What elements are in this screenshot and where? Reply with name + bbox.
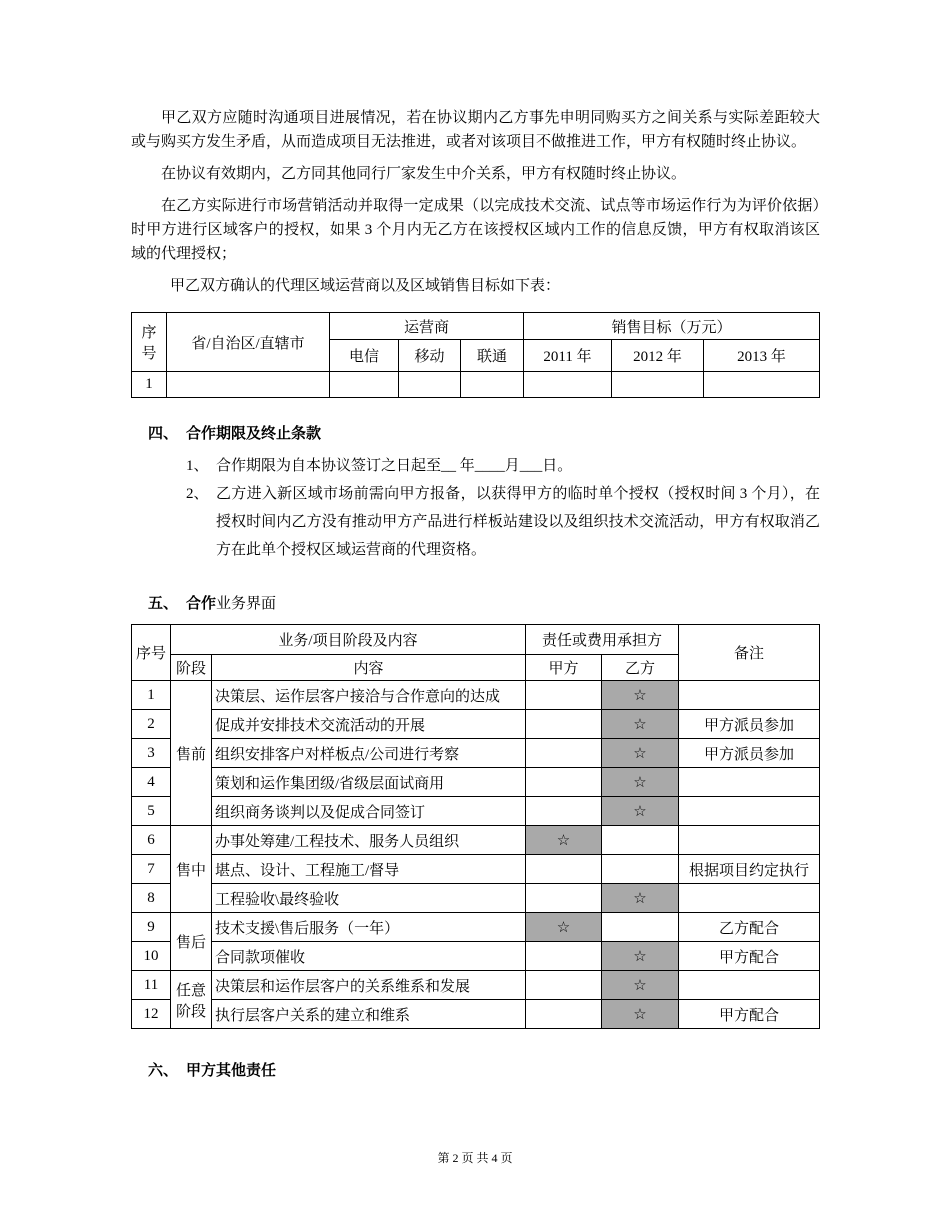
cell-remark: 甲方派员参加: [679, 710, 820, 739]
cell-party-b: ☆: [602, 884, 679, 913]
cell-index: 2: [132, 710, 171, 739]
cell-remark: [679, 797, 820, 826]
cell-party-a: [526, 768, 602, 797]
cell-index: 12: [132, 1000, 171, 1029]
paragraph-intermediary-clause: 在协议有效期内，乙方同其他同行厂家发生中介关系，甲方有权随时终止协议。: [161, 166, 687, 182]
list-item-1: [131, 452, 820, 480]
cell-remark: 甲方配合: [679, 1000, 820, 1029]
region-operator-table: [131, 312, 820, 398]
list-item-text: 乙方进入新区域市场前需向甲方报备，以获得甲方的临时单个授权（授权时间 3 个月），在授权时间内乙方没有推动甲方产品进行样板站建设以及组织技术交流活动，甲方有权取消乙方在此单个授权区域运营商的代理资格。: [216, 486, 820, 558]
table-row: [132, 855, 820, 884]
cell-index: 3: [132, 739, 171, 768]
cell-index: 5: [132, 797, 171, 826]
table-row: [132, 710, 820, 739]
cell-content: 决策层、运作层客户接洽与合作意向的达成: [212, 681, 526, 710]
cell-remark: [679, 768, 820, 797]
cell-region: [167, 372, 330, 398]
list-item-number: 2、: [186, 486, 209, 502]
section-4-title: [131, 422, 820, 446]
cell-index: 1: [132, 681, 171, 710]
cell-content: 策划和运作集团级/省级层面试商用: [212, 768, 526, 797]
page-footer: 第 2 页 共 4 页: [437, 1151, 513, 1165]
header-index: 序号: [132, 313, 167, 372]
header-year-2012: 2012 年: [612, 340, 704, 372]
cell-remark: 乙方配合: [679, 913, 820, 942]
header-stage-content: 业务/项目阶段及内容: [171, 625, 526, 655]
cell-index: 6: [132, 826, 171, 855]
cell-content: 促成并安排技术交流活动的开展: [212, 710, 526, 739]
header-sales-target: 销售目标（万元）: [524, 313, 820, 340]
cell-2011: [524, 372, 612, 398]
table-row: [132, 826, 820, 855]
table-row: [132, 681, 820, 710]
section-6-number: 六、: [148, 1063, 179, 1079]
list-item-number: 1、: [186, 458, 209, 474]
cell-stage-midsale: 售中: [171, 826, 212, 913]
section-6-title-text: 甲方其他责任: [186, 1063, 277, 1079]
cell-party-a: [526, 971, 602, 1000]
cell-content: 决策层和运作层客户的关系维系和发展: [212, 971, 526, 1000]
header-unicom: 联通: [461, 340, 524, 372]
cell-party-b: ☆: [602, 710, 679, 739]
cell-stage-presale: 售前: [171, 681, 212, 826]
cell-party-a: [526, 681, 602, 710]
table-row: [132, 942, 820, 971]
cell-party-a: [526, 710, 602, 739]
paragraph-table-intro: 甲乙双方确认的代理区域运营商以及区域销售目标如下表：: [170, 278, 561, 294]
cell-party-b: ☆: [602, 681, 679, 710]
cell-index: 9: [132, 913, 171, 942]
business-interface-table: [131, 624, 820, 1029]
cell-index: 8: [132, 884, 171, 913]
section-6-title: [131, 1059, 820, 1083]
paragraph-authorization-clause: 在乙方实际进行市场营销活动并取得一定成果（以完成技术交流、试点等市场运作行为为评价依据）时甲方进行区域客户的授权，如果 3 个月内无乙方在该授权区域内工作的信息反馈，甲方有权取消该区域的代理授权；: [131, 198, 820, 262]
section-4-number: 四、: [148, 426, 179, 442]
cell-remark: [679, 826, 820, 855]
header-telecom: 电信: [330, 340, 399, 372]
cell-party-a: ☆: [526, 826, 602, 855]
cell-index: 4: [132, 768, 171, 797]
header-mobile: 移动: [399, 340, 461, 372]
section-5-title-rest: 业务界面: [216, 596, 277, 612]
list-item-text: 合作期限为自本协议签订之日起至__ 年____月___日。: [216, 458, 573, 474]
cell-unicom: [461, 372, 524, 398]
table-row: [132, 768, 820, 797]
header-region: 省/自治区/直辖市: [167, 313, 330, 372]
cell-remark: [679, 971, 820, 1000]
cell-remark: 甲方派员参加: [679, 739, 820, 768]
header-stage: 阶段: [171, 655, 212, 681]
cell-party-b: [602, 826, 679, 855]
table-row: [132, 797, 820, 826]
cell-index: 7: [132, 855, 171, 884]
cell-index: 1: [132, 372, 167, 398]
cell-telecom: [330, 372, 399, 398]
cell-remark: 甲方配合: [679, 942, 820, 971]
header-remark: 备注: [679, 625, 820, 681]
table-header-row: [132, 625, 820, 655]
table-row: [132, 1000, 820, 1029]
cell-party-b: ☆: [602, 768, 679, 797]
section-5-title-bold: 合作: [186, 596, 217, 612]
cell-party-b: ☆: [602, 1000, 679, 1029]
cell-party-b: [602, 913, 679, 942]
header-operators: 运营商: [330, 313, 524, 340]
cell-party-b: [602, 855, 679, 884]
paragraph-termination-clause: 甲乙双方应随时沟通项目进展情况，若在协议期内乙方事先申明同购买方之间关系与实际差距较大或与购买方发生矛盾，从而造成项目无法推进，或者对该项目不做推进工作，甲方有权随时终止协议。: [131, 110, 820, 150]
section-5-number: 五、: [148, 596, 179, 612]
table-row: [132, 913, 820, 942]
cell-content: 组织安排客户对样板点/公司进行考察: [212, 739, 526, 768]
cell-party-b: ☆: [602, 797, 679, 826]
cell-stage-any: 任意阶段: [171, 971, 212, 1029]
header-content: 内容: [212, 655, 526, 681]
cell-content: 技术支援\售后服务（一年）: [212, 913, 526, 942]
header-index: 序号: [132, 625, 171, 681]
cell-remark: 根据项目约定执行: [679, 855, 820, 884]
cell-index: 10: [132, 942, 171, 971]
header-year-2011: 2011 年: [524, 340, 612, 372]
cell-party-b: ☆: [602, 942, 679, 971]
cell-party-a: [526, 797, 602, 826]
cell-party-a: [526, 739, 602, 768]
table-row: [132, 971, 820, 1000]
header-year-2013: 2013 年: [704, 340, 820, 372]
table-header-row: [132, 313, 820, 340]
cell-party-a: ☆: [526, 913, 602, 942]
list-item-2: [131, 480, 820, 564]
cell-content: 执行层客户关系的建立和维系: [212, 1000, 526, 1029]
cell-2013: [704, 372, 820, 398]
cell-remark: [679, 681, 820, 710]
page-content: [131, 106, 820, 1089]
section-5-title: [131, 592, 820, 616]
cell-stage-aftersale: 售后: [171, 913, 212, 971]
header-party-b: 乙方: [602, 655, 679, 681]
cell-content: 堪点、设计、工程施工/督导: [212, 855, 526, 884]
table-row: [132, 884, 820, 913]
header-responsibility: 责任或费用承担方: [526, 625, 679, 655]
cell-party-a: [526, 942, 602, 971]
section-4-title-text: 合作期限及终止条款: [186, 426, 322, 442]
table-row: [132, 739, 820, 768]
cell-content: 合同款项催收: [212, 942, 526, 971]
cell-party-a: [526, 1000, 602, 1029]
cell-party-a: [526, 855, 602, 884]
cell-remark: [679, 884, 820, 913]
cell-content: 办事处筹建/工程技术、服务人员组织: [212, 826, 526, 855]
cell-party-b: ☆: [602, 971, 679, 1000]
cell-party-a: [526, 884, 602, 913]
cell-content: 组织商务谈判以及促成合同签订: [212, 797, 526, 826]
cell-content: 工程验收\最终验收: [212, 884, 526, 913]
header-party-a: 甲方: [526, 655, 602, 681]
cell-party-b: ☆: [602, 739, 679, 768]
cell-mobile: [399, 372, 461, 398]
table-row: [132, 372, 820, 398]
cell-index: 11: [132, 971, 171, 1000]
cell-2012: [612, 372, 704, 398]
